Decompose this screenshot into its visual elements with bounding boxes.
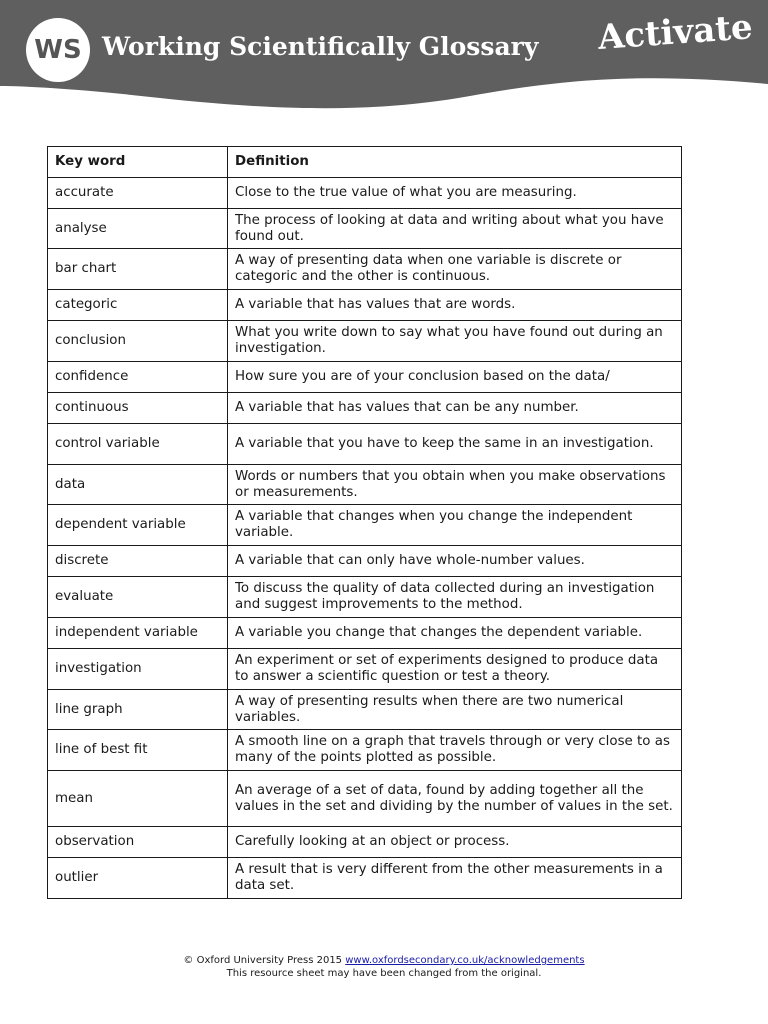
acknowledgements-link[interactable]: www.oxfordsecondary.co.uk/acknowledgements xyxy=(345,955,585,966)
definition-cell: A smooth line on a graph that travels through or very close to as many of the points plotted as possible. xyxy=(228,730,682,771)
key-word-cell: mean xyxy=(48,771,228,827)
page-title: Working Scientifically Glossary xyxy=(102,32,539,61)
key-word-cell: accurate xyxy=(48,178,228,209)
definition-cell: What you write down to say what you have found out during an investigation. xyxy=(228,321,682,362)
table-row xyxy=(48,730,682,771)
key-word-cell: analyse xyxy=(48,209,228,249)
key-word-cell: categoric xyxy=(48,290,228,321)
column-header-key-word: Key word xyxy=(48,147,228,178)
table-row xyxy=(48,178,682,209)
table-row xyxy=(48,577,682,618)
key-word-cell: confidence xyxy=(48,362,228,393)
table-row xyxy=(48,858,682,899)
definition-cell: Carefully looking at an object or process. xyxy=(228,827,682,858)
key-word-cell: outlier xyxy=(48,858,228,899)
definition-cell: Close to the true value of what you are measuring. xyxy=(228,178,682,209)
table-row xyxy=(48,465,682,505)
table-row xyxy=(48,209,682,249)
key-word-cell: line of best fit xyxy=(48,730,228,771)
activate-logo: Activate xyxy=(596,7,754,58)
definition-cell: An average of a set of data, found by adding together all the values in the set and dividing by the number of values in the set. xyxy=(228,771,682,827)
table-row xyxy=(48,290,682,321)
footer-copyright-line xyxy=(0,954,768,967)
key-word-cell: investigation xyxy=(48,649,228,690)
definition-cell: How sure you are of your conclusion based on the data/ xyxy=(228,362,682,393)
definition-cell: To discuss the quality of data collected during an investigation and suggest improvements to the method. xyxy=(228,577,682,618)
key-word-cell: continuous xyxy=(48,393,228,424)
definition-cell: Words or numbers that you obtain when you make observations or measurements. xyxy=(228,465,682,505)
key-word-cell: observation xyxy=(48,827,228,858)
definition-cell: A variable you change that changes the dependent variable. xyxy=(228,618,682,649)
footer-note: This resource sheet may have been changed from the original. xyxy=(226,968,542,979)
definition-cell: A variable that you have to keep the same in an investigation. xyxy=(228,424,682,465)
table-row xyxy=(48,424,682,465)
key-word-cell: discrete xyxy=(48,546,228,577)
copyright-text: © Oxford University Press 2015 xyxy=(183,955,343,966)
table-row xyxy=(48,827,682,858)
definition-cell: A way of presenting data when one variable is discrete or categoric and the other is continuous. xyxy=(228,249,682,290)
key-word-cell: evaluate xyxy=(48,577,228,618)
table-row xyxy=(48,618,682,649)
glossary-body xyxy=(48,178,682,899)
definition-cell: An experiment or set of experiments designed to produce data to answer a scientific question or test a theory. xyxy=(228,649,682,690)
key-word-cell: independent variable xyxy=(48,618,228,649)
table-row xyxy=(48,649,682,690)
definition-cell: A variable that has values that are words. xyxy=(228,290,682,321)
column-header-definition: Definition xyxy=(228,147,682,178)
ws-badge: WS xyxy=(26,18,90,82)
definition-cell: A way of presenting results when there are two numerical variables. xyxy=(228,690,682,730)
table-row xyxy=(48,321,682,362)
table-row xyxy=(48,690,682,730)
key-word-cell: control variable xyxy=(48,424,228,465)
definition-cell: The process of looking at data and writing about what you have found out. xyxy=(228,209,682,249)
table-row xyxy=(48,505,682,546)
glossary-table xyxy=(47,146,682,899)
table-row xyxy=(48,546,682,577)
key-word-cell: dependent variable xyxy=(48,505,228,546)
table-row xyxy=(48,362,682,393)
definition-cell: A variable that can only have whole-number values. xyxy=(228,546,682,577)
table-row xyxy=(48,249,682,290)
key-word-cell: line graph xyxy=(48,690,228,730)
definition-cell: A result that is very different from the other measurements in a data set. xyxy=(228,858,682,899)
definition-cell: A variable that changes when you change the independent variable. xyxy=(228,505,682,546)
key-word-cell: bar chart xyxy=(48,249,228,290)
page-header xyxy=(0,0,768,120)
definition-cell: A variable that has values that can be any number. xyxy=(228,393,682,424)
key-word-cell: data xyxy=(48,465,228,505)
table-row xyxy=(48,771,682,827)
footer xyxy=(0,954,768,980)
table-row xyxy=(48,393,682,424)
table-header-row xyxy=(48,147,682,178)
key-word-cell: conclusion xyxy=(48,321,228,362)
